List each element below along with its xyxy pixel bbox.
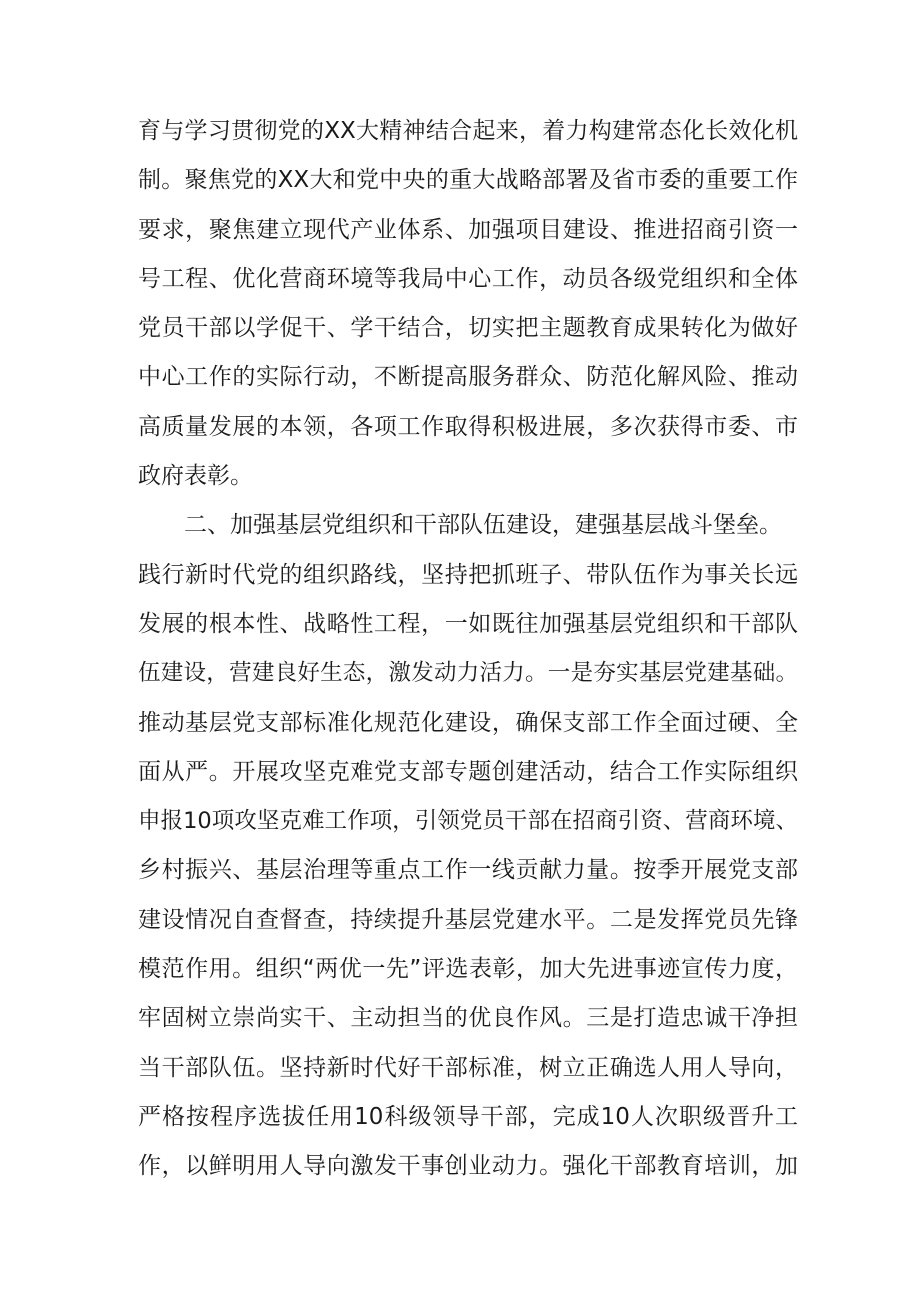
- body-line: 乡村振兴、基层治理等重点工作一线贡献力量。按季开展党支部: [138, 857, 798, 884]
- body-line: 育与学习贯彻党的XX大精神结合起来，着力构建常态化长效化机: [138, 118, 798, 144]
- body-line: 作，以鲜明用人导向激发干事创业动力。强化干部教育培训，加: [138, 1153, 798, 1180]
- body-line: 推动基层党支部标准化规范化建设，确保支部工作全面过硬、全: [138, 709, 798, 736]
- body-line: 面从严。开展攻坚克难党支部专题创建活动，结合工作实际组织: [138, 758, 798, 785]
- body-line: 政府表彰。: [138, 463, 253, 490]
- body-line: 发展的根本性、战略性工程，一如既往加强基层党组织和干部队: [138, 610, 798, 637]
- document-body: [138, 107, 798, 1192]
- section-heading: 二、加强基层党组织和干部队伍建设，建强基层战斗堡垒。: [184, 512, 782, 539]
- body-line: 申报10项攻坚克难工作项，引领党员干部在招商引资、营商环境、: [138, 808, 798, 835]
- body-line: 要求，聚焦建立现代产业体系、加强项目建设、推进招商引资一: [138, 216, 798, 243]
- body-line: 建设情况自查督查，持续提升基层党建水平。二是发挥党员先锋: [138, 906, 798, 933]
- body-line: 牢固树立崇尚实干、主动担当的优良作风。三是打造忠诚干净担: [138, 1005, 798, 1032]
- body-line: 号工程、优化营商环境等我局中心工作，动员各级党组织和全体: [138, 265, 798, 292]
- body-line: 中心工作的实际行动，不断提高服务群众、防范化解风险、推动: [138, 364, 798, 391]
- body-line: 践行新时代党的组织路线，坚持把抓班子、带队伍作为事关长远: [138, 561, 798, 588]
- body-line: 当干部队伍。坚持新时代好干部标准，树立正确选人用人导向，: [138, 1054, 798, 1081]
- body-line: 高质量发展的本领，各项工作取得积极进展，多次获得市委、市: [138, 413, 798, 440]
- body-line: 伍建设，营建良好生态，激发动力活力。一是夯实基层党建基础。: [138, 660, 798, 687]
- body-line: 模范作用。组织“两优一先”评选表彰，加大先进事迹宣传力度，: [138, 956, 798, 983]
- body-line: 严格按程序选拔任用10科级领导干部，完成10人次职级晋升工: [138, 1103, 798, 1130]
- body-line: 党员干部以学促干、学干结合，切实把主题教育成果转化为做好: [138, 315, 798, 342]
- body-line: 制。聚焦党的XX大和党中央的重大战略部署及省市委的重要工作: [138, 167, 798, 194]
